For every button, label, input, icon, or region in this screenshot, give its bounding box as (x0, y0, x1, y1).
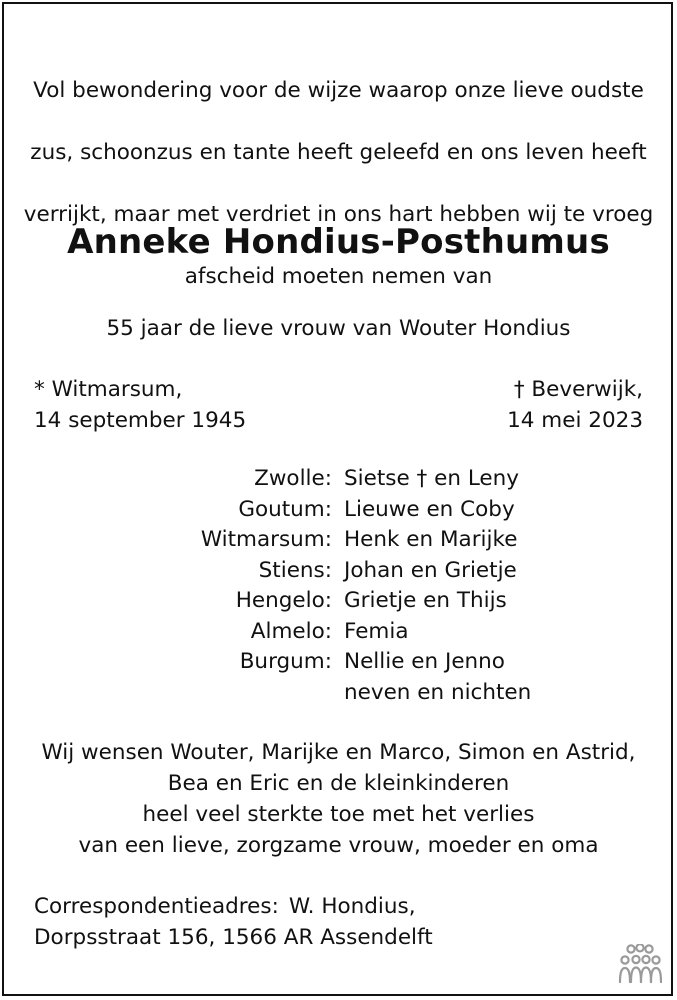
death-info (507, 374, 643, 436)
family-names: Sietse † en Leny (344, 466, 519, 491)
death-date: 14 mei 2023 (507, 408, 643, 433)
address-name: W. Hondius, (288, 894, 416, 919)
family-row (0, 678, 677, 709)
family-place: Witmarsum: (200, 527, 332, 552)
correspondence-address (34, 891, 433, 953)
birth-info (34, 374, 246, 436)
wishes-line: van een lieve, zorgzame vrouw, moeder en oma (78, 833, 599, 858)
family-names: Lieuwe en Coby (344, 496, 515, 522)
family-place: Zwolle: (254, 466, 332, 491)
family-names: Femia (344, 618, 409, 644)
family-place: Hengelo: (235, 588, 332, 613)
family-names: Nellie en Jenno (344, 649, 505, 674)
family-row (0, 556, 677, 587)
family-names: Henk en Marijke (344, 527, 518, 552)
address-street: Dorpsstraat 156, 1566 AR Assendelft (34, 925, 433, 950)
family-place: Almelo: (250, 618, 332, 644)
intro-line: zus, schoonzus en tante heeft geleefd en ons leven heeft (30, 140, 647, 165)
wishes-line: Bea en Eric en de kleinkinderen (167, 771, 510, 796)
birth-date: 14 september 1945 (34, 408, 247, 433)
spouse-line: 55 jaar de lieve vrouw van Wouter Hondius (106, 316, 571, 341)
family-names: Johan en Grietje (344, 557, 517, 583)
family-row (0, 617, 677, 648)
family-row (0, 495, 677, 526)
wishes-line: Wij wensen Wouter, Marijke en Marco, Simon en Astrid, (41, 740, 636, 765)
intro-line: verrijkt, maar met verdriet in ons hart hebben wij te vroeg (23, 202, 654, 227)
address-label: Correspondentieadres: (34, 894, 279, 919)
address-line (34, 891, 433, 922)
family-list (0, 464, 677, 708)
death-place: † Beverwijk, (513, 377, 643, 402)
family-row (0, 647, 677, 678)
family-names: Grietje en Thijs (344, 588, 507, 613)
family-place: Stiens: (258, 557, 332, 583)
family-place: Goutum: (238, 496, 332, 522)
intro-line: afscheid moeten nemen van (184, 264, 493, 289)
family-row (0, 464, 677, 495)
family-row (0, 525, 677, 556)
intro-line: Vol bewondering voor de wijze waarop onze lieve oudste (33, 78, 644, 103)
people-group-icon (618, 944, 662, 986)
wishes-line: heel veel sterkte toe met het verlies (142, 802, 535, 827)
birth-place: * Witmarsum, (34, 377, 183, 402)
family-row (0, 586, 677, 617)
intro-text (20, 44, 657, 323)
family-names: neven en nichten (344, 679, 532, 705)
wishes-text (0, 737, 677, 861)
deceased-name: Anneke Hondius-Posthumus (67, 222, 610, 262)
family-place: Burgum: (239, 649, 332, 674)
